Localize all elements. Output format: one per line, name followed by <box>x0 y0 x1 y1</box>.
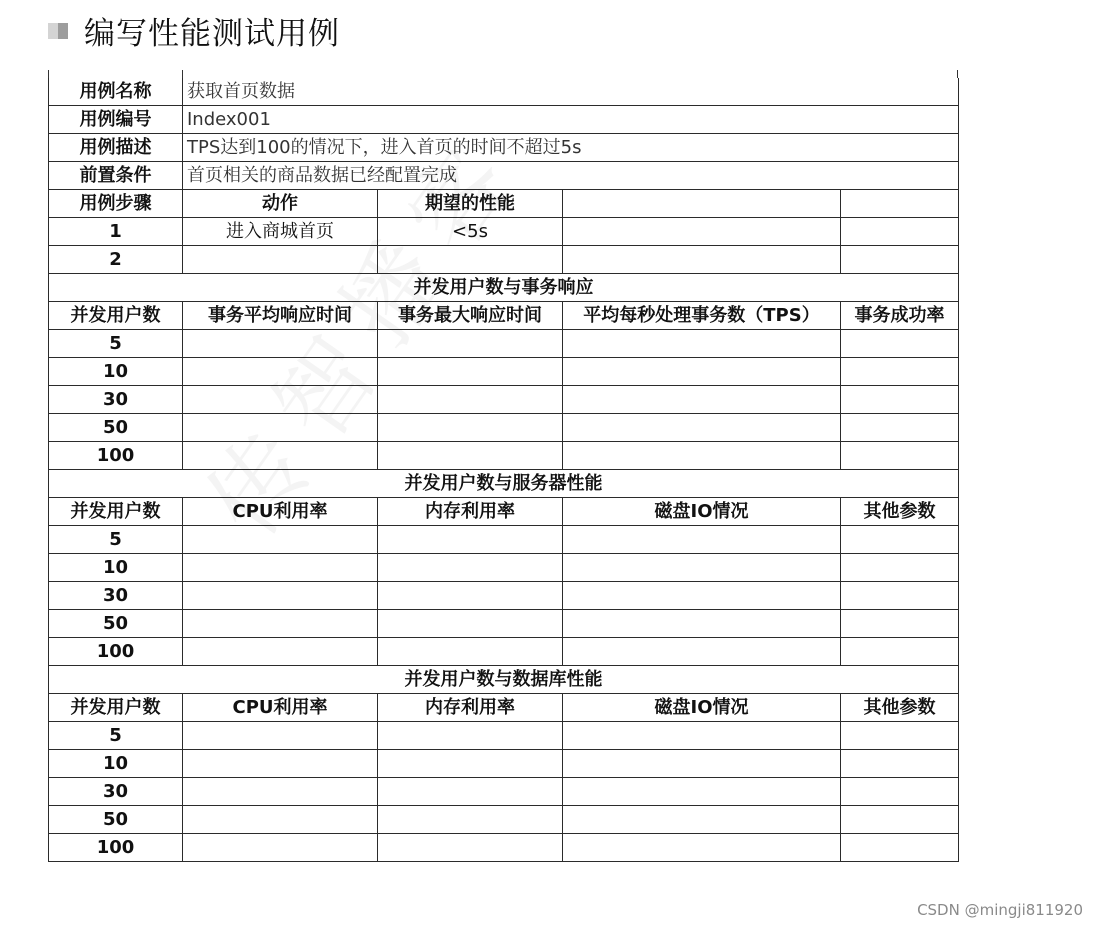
empty-cell[interactable] <box>378 750 563 778</box>
concurrent-users-cell[interactable]: 30 <box>49 386 183 414</box>
concurrent-users-cell[interactable]: 50 <box>49 414 183 442</box>
empty-cell[interactable] <box>841 246 959 274</box>
table-row <box>49 386 959 414</box>
step-expect[interactable] <box>378 246 563 274</box>
empty-cell[interactable] <box>183 414 378 442</box>
section-title[interactable]: 并发用户数与事务响应 <box>49 274 959 302</box>
table-row <box>49 610 959 638</box>
steps-row <box>49 246 959 274</box>
empty-cell[interactable] <box>183 330 378 358</box>
empty-cell[interactable] <box>841 358 959 386</box>
empty-cell[interactable] <box>563 638 841 666</box>
test-case-sheet <box>48 78 958 862</box>
empty-cell[interactable] <box>563 414 841 442</box>
empty-cell[interactable] <box>841 722 959 750</box>
empty-cell[interactable] <box>563 834 841 862</box>
table-row <box>49 806 959 834</box>
section-header-row <box>49 498 959 526</box>
steps-row <box>49 218 959 246</box>
empty-cell[interactable] <box>183 554 378 582</box>
empty-cell[interactable] <box>183 750 378 778</box>
table-row <box>49 638 959 666</box>
empty-cell[interactable] <box>183 442 378 470</box>
empty-cell[interactable] <box>378 330 563 358</box>
empty-cell[interactable] <box>563 442 841 470</box>
empty-cell[interactable] <box>378 638 563 666</box>
empty-cell[interactable] <box>563 190 841 218</box>
section-header-col-metric-a[interactable]: CPU利用率 <box>183 694 378 722</box>
empty-cell[interactable] <box>378 610 563 638</box>
section-header-col-users[interactable]: 并发用户数 <box>49 694 183 722</box>
empty-cell[interactable] <box>183 834 378 862</box>
empty-cell[interactable] <box>183 722 378 750</box>
empty-cell[interactable] <box>183 386 378 414</box>
case-desc-label[interactable]: 用例描述 <box>49 134 183 162</box>
step-action[interactable]: 进入商城首页 <box>183 218 378 246</box>
table-row <box>49 834 959 862</box>
empty-cell[interactable] <box>841 190 959 218</box>
case-desc-row <box>49 134 959 162</box>
empty-cell[interactable] <box>841 806 959 834</box>
empty-cell[interactable] <box>841 610 959 638</box>
table-row <box>49 330 959 358</box>
empty-cell[interactable] <box>841 330 959 358</box>
empty-cell[interactable] <box>563 610 841 638</box>
concurrent-users-cell[interactable]: 30 <box>49 778 183 806</box>
empty-cell[interactable] <box>378 358 563 386</box>
empty-cell[interactable] <box>563 386 841 414</box>
section-title-row <box>49 274 959 302</box>
section-header-col-metric-d[interactable]: 其他参数 <box>841 498 959 526</box>
step-action[interactable] <box>183 246 378 274</box>
table-row <box>49 554 959 582</box>
section-header-col-metric-b[interactable]: 事务最大响应时间 <box>378 302 563 330</box>
concurrent-users-cell[interactable]: 5 <box>49 526 183 554</box>
concurrent-users-cell[interactable]: 5 <box>49 722 183 750</box>
empty-cell[interactable] <box>378 834 563 862</box>
empty-cell[interactable] <box>183 526 378 554</box>
concurrent-users-cell[interactable]: 100 <box>49 638 183 666</box>
case-name-row <box>49 78 959 106</box>
empty-cell[interactable] <box>841 834 959 862</box>
page-title: 编写性能测试用例 <box>84 15 340 52</box>
steps-header-row <box>49 190 959 218</box>
empty-cell[interactable] <box>563 554 841 582</box>
empty-cell[interactable] <box>183 610 378 638</box>
empty-cell[interactable] <box>378 778 563 806</box>
concurrent-users-cell[interactable]: 100 <box>49 442 183 470</box>
table-row <box>49 750 959 778</box>
empty-cell[interactable] <box>841 582 959 610</box>
empty-cell[interactable] <box>841 778 959 806</box>
table-row <box>49 778 959 806</box>
empty-cell[interactable] <box>378 526 563 554</box>
section-header-col-metric-b[interactable]: 内存利用率 <box>378 498 563 526</box>
empty-cell[interactable] <box>378 442 563 470</box>
table-row <box>49 442 959 470</box>
empty-cell[interactable] <box>378 806 563 834</box>
section-header-col-metric-a[interactable]: CPU利用率 <box>183 498 378 526</box>
concurrent-users-cell[interactable]: 30 <box>49 582 183 610</box>
empty-cell[interactable] <box>378 414 563 442</box>
empty-cell[interactable] <box>378 582 563 610</box>
section-header-row <box>49 694 959 722</box>
empty-cell[interactable] <box>183 582 378 610</box>
empty-cell[interactable] <box>378 554 563 582</box>
step-expect[interactable]: <5s <box>378 218 563 246</box>
empty-cell[interactable] <box>183 806 378 834</box>
section-header-col-metric-d[interactable]: 其他参数 <box>841 694 959 722</box>
empty-cell[interactable] <box>563 750 841 778</box>
empty-cell[interactable] <box>563 358 841 386</box>
case-id-label[interactable]: 用例编号 <box>49 106 183 134</box>
empty-cell[interactable] <box>841 554 959 582</box>
steps-header-expect[interactable]: 期望的性能 <box>378 190 563 218</box>
concurrent-users-cell[interactable]: 100 <box>49 834 183 862</box>
section-header-col-metric-c[interactable]: 平均每秒处理事务数（TPS） <box>563 302 841 330</box>
square-bullet-icon <box>48 19 70 41</box>
concurrent-users-cell[interactable]: 10 <box>49 554 183 582</box>
case-desc-value[interactable]: TPS达到100的情况下，进入首页的时间不超过5s <box>183 134 959 162</box>
empty-cell[interactable] <box>563 218 841 246</box>
empty-cell[interactable] <box>378 386 563 414</box>
section-title-row <box>49 666 959 694</box>
empty-cell[interactable] <box>563 526 841 554</box>
empty-cell[interactable] <box>841 638 959 666</box>
section-header-row <box>49 302 959 330</box>
concurrent-users-cell[interactable]: 10 <box>49 358 183 386</box>
section-title[interactable]: 并发用户数与数据库性能 <box>49 666 959 694</box>
empty-cell[interactable] <box>841 442 959 470</box>
empty-cell[interactable] <box>841 526 959 554</box>
concurrent-users-cell[interactable]: 5 <box>49 330 183 358</box>
table-row <box>49 414 959 442</box>
empty-cell[interactable] <box>183 778 378 806</box>
test-case-table <box>48 78 959 862</box>
section-title[interactable]: 并发用户数与服务器性能 <box>49 470 959 498</box>
case-id-value[interactable]: Index001 <box>183 106 959 134</box>
case-precondition-label[interactable]: 前置条件 <box>49 162 183 190</box>
step-number[interactable]: 1 <box>49 218 183 246</box>
empty-cell[interactable] <box>378 722 563 750</box>
empty-cell[interactable] <box>563 246 841 274</box>
case-precondition-row <box>49 162 959 190</box>
section-title-row <box>49 470 959 498</box>
step-number[interactable]: 2 <box>49 246 183 274</box>
case-id-row <box>49 106 959 134</box>
section-header-col-users[interactable]: 并发用户数 <box>49 498 183 526</box>
concurrent-users-cell[interactable]: 50 <box>49 806 183 834</box>
empty-cell[interactable] <box>841 218 959 246</box>
section-header-col-metric-c[interactable]: 磁盘IO情况 <box>563 694 841 722</box>
section-header-col-metric-d[interactable]: 事务成功率 <box>841 302 959 330</box>
concurrent-users-cell[interactable]: 10 <box>49 750 183 778</box>
page-heading <box>48 8 340 52</box>
empty-cell[interactable] <box>563 722 841 750</box>
sheet-top-gridlines <box>48 70 958 78</box>
case-precondition-value[interactable]: 首页相关的商品数据已经配置完成 <box>183 162 959 190</box>
section-header-col-metric-c[interactable]: 磁盘IO情况 <box>563 498 841 526</box>
steps-header-step[interactable]: 用例步骤 <box>49 190 183 218</box>
empty-cell[interactable] <box>563 806 841 834</box>
table-row <box>49 582 959 610</box>
section-header-col-users[interactable]: 并发用户数 <box>49 302 183 330</box>
table-row <box>49 526 959 554</box>
empty-cell[interactable] <box>183 638 378 666</box>
table-row <box>49 358 959 386</box>
empty-cell[interactable] <box>563 330 841 358</box>
empty-cell[interactable] <box>183 358 378 386</box>
empty-cell[interactable] <box>841 750 959 778</box>
empty-cell[interactable] <box>841 386 959 414</box>
empty-cell[interactable] <box>563 582 841 610</box>
case-name-label[interactable]: 用例名称 <box>49 78 183 106</box>
case-name-value[interactable]: 获取首页数据 <box>183 78 959 106</box>
concurrent-users-cell[interactable]: 50 <box>49 610 183 638</box>
section-header-col-metric-a[interactable]: 事务平均响应时间 <box>183 302 378 330</box>
csdn-credit: CSDN @mingji811920 <box>917 901 1083 919</box>
steps-header-action[interactable]: 动作 <box>183 190 378 218</box>
empty-cell[interactable] <box>841 414 959 442</box>
table-row <box>49 722 959 750</box>
section-header-col-metric-b[interactable]: 内存利用率 <box>378 694 563 722</box>
empty-cell[interactable] <box>563 778 841 806</box>
